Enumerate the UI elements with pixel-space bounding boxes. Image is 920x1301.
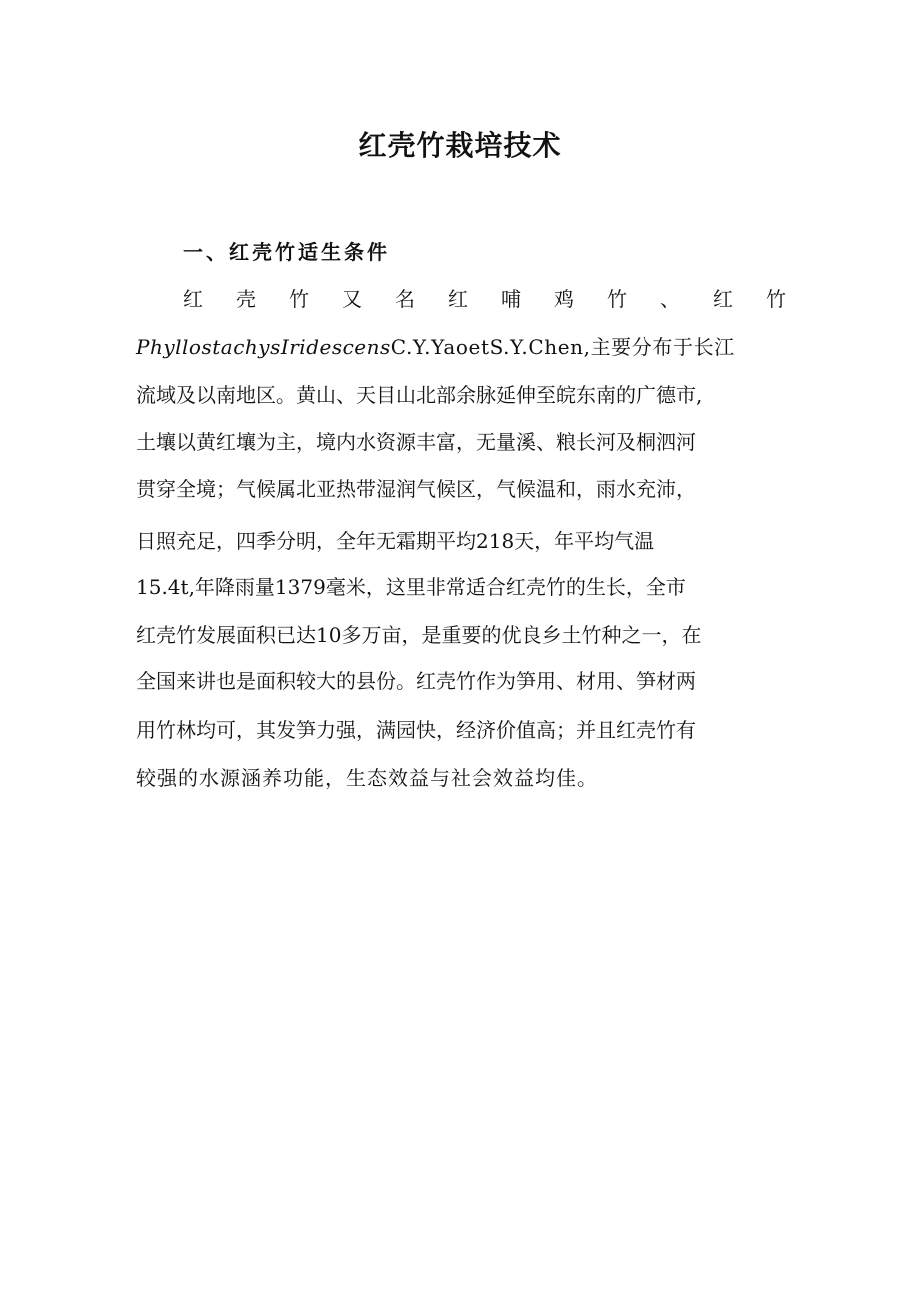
- paragraph-line-3: 流域及以南地区。黄山、天目山北部余脉延伸至皖东南的广德市,: [136, 383, 703, 407]
- author-and-distribution: C.Y.YaoetS.Y.Chen,主要分布于长江: [390, 335, 735, 359]
- document-title: 红壳竹栽培技术: [358, 129, 562, 162]
- paragraph-line-2: [136, 332, 786, 362]
- paragraph-line-10: 用竹林均可，其发笋力强，满园快，经济价值高；并且红壳竹有: [136, 718, 696, 742]
- paragraph-line-9: 全国来讲也是面积较大的县份。红壳竹作为笋用、材用、笋材两: [136, 669, 696, 693]
- paragraph-line-11: 较强的水源涵养功能，生态效益与社会效益均佳。: [136, 766, 598, 790]
- section-heading: 一、红壳竹适生条件: [183, 240, 390, 264]
- paragraph-line-5: 贯穿全境；气候属北亚热带湿润气候区，气候温和，雨水充沛，: [136, 477, 696, 501]
- paragraph-line-8: 红壳竹发展面积已达10多万亩，是重要的优良乡土竹种之一，在: [136, 623, 702, 647]
- paragraph-line-4: 土壤以黄红壤为主，境内水资源丰富，无量溪、粮长河及桐泗河: [136, 430, 696, 454]
- paragraph-line-1: 红壳竹又名红哺鸡竹、红竹: [183, 287, 786, 311]
- paragraph-line-6: 日照充足，四季分明，全年无霜期平均218天，年平均气温: [136, 529, 655, 553]
- latin-name: PhyllostachysIridescens: [136, 335, 391, 359]
- paragraph-line-7: 15.4t,年降雨量1379毫米，这里非常适合红壳竹的生长，全市: [136, 575, 686, 599]
